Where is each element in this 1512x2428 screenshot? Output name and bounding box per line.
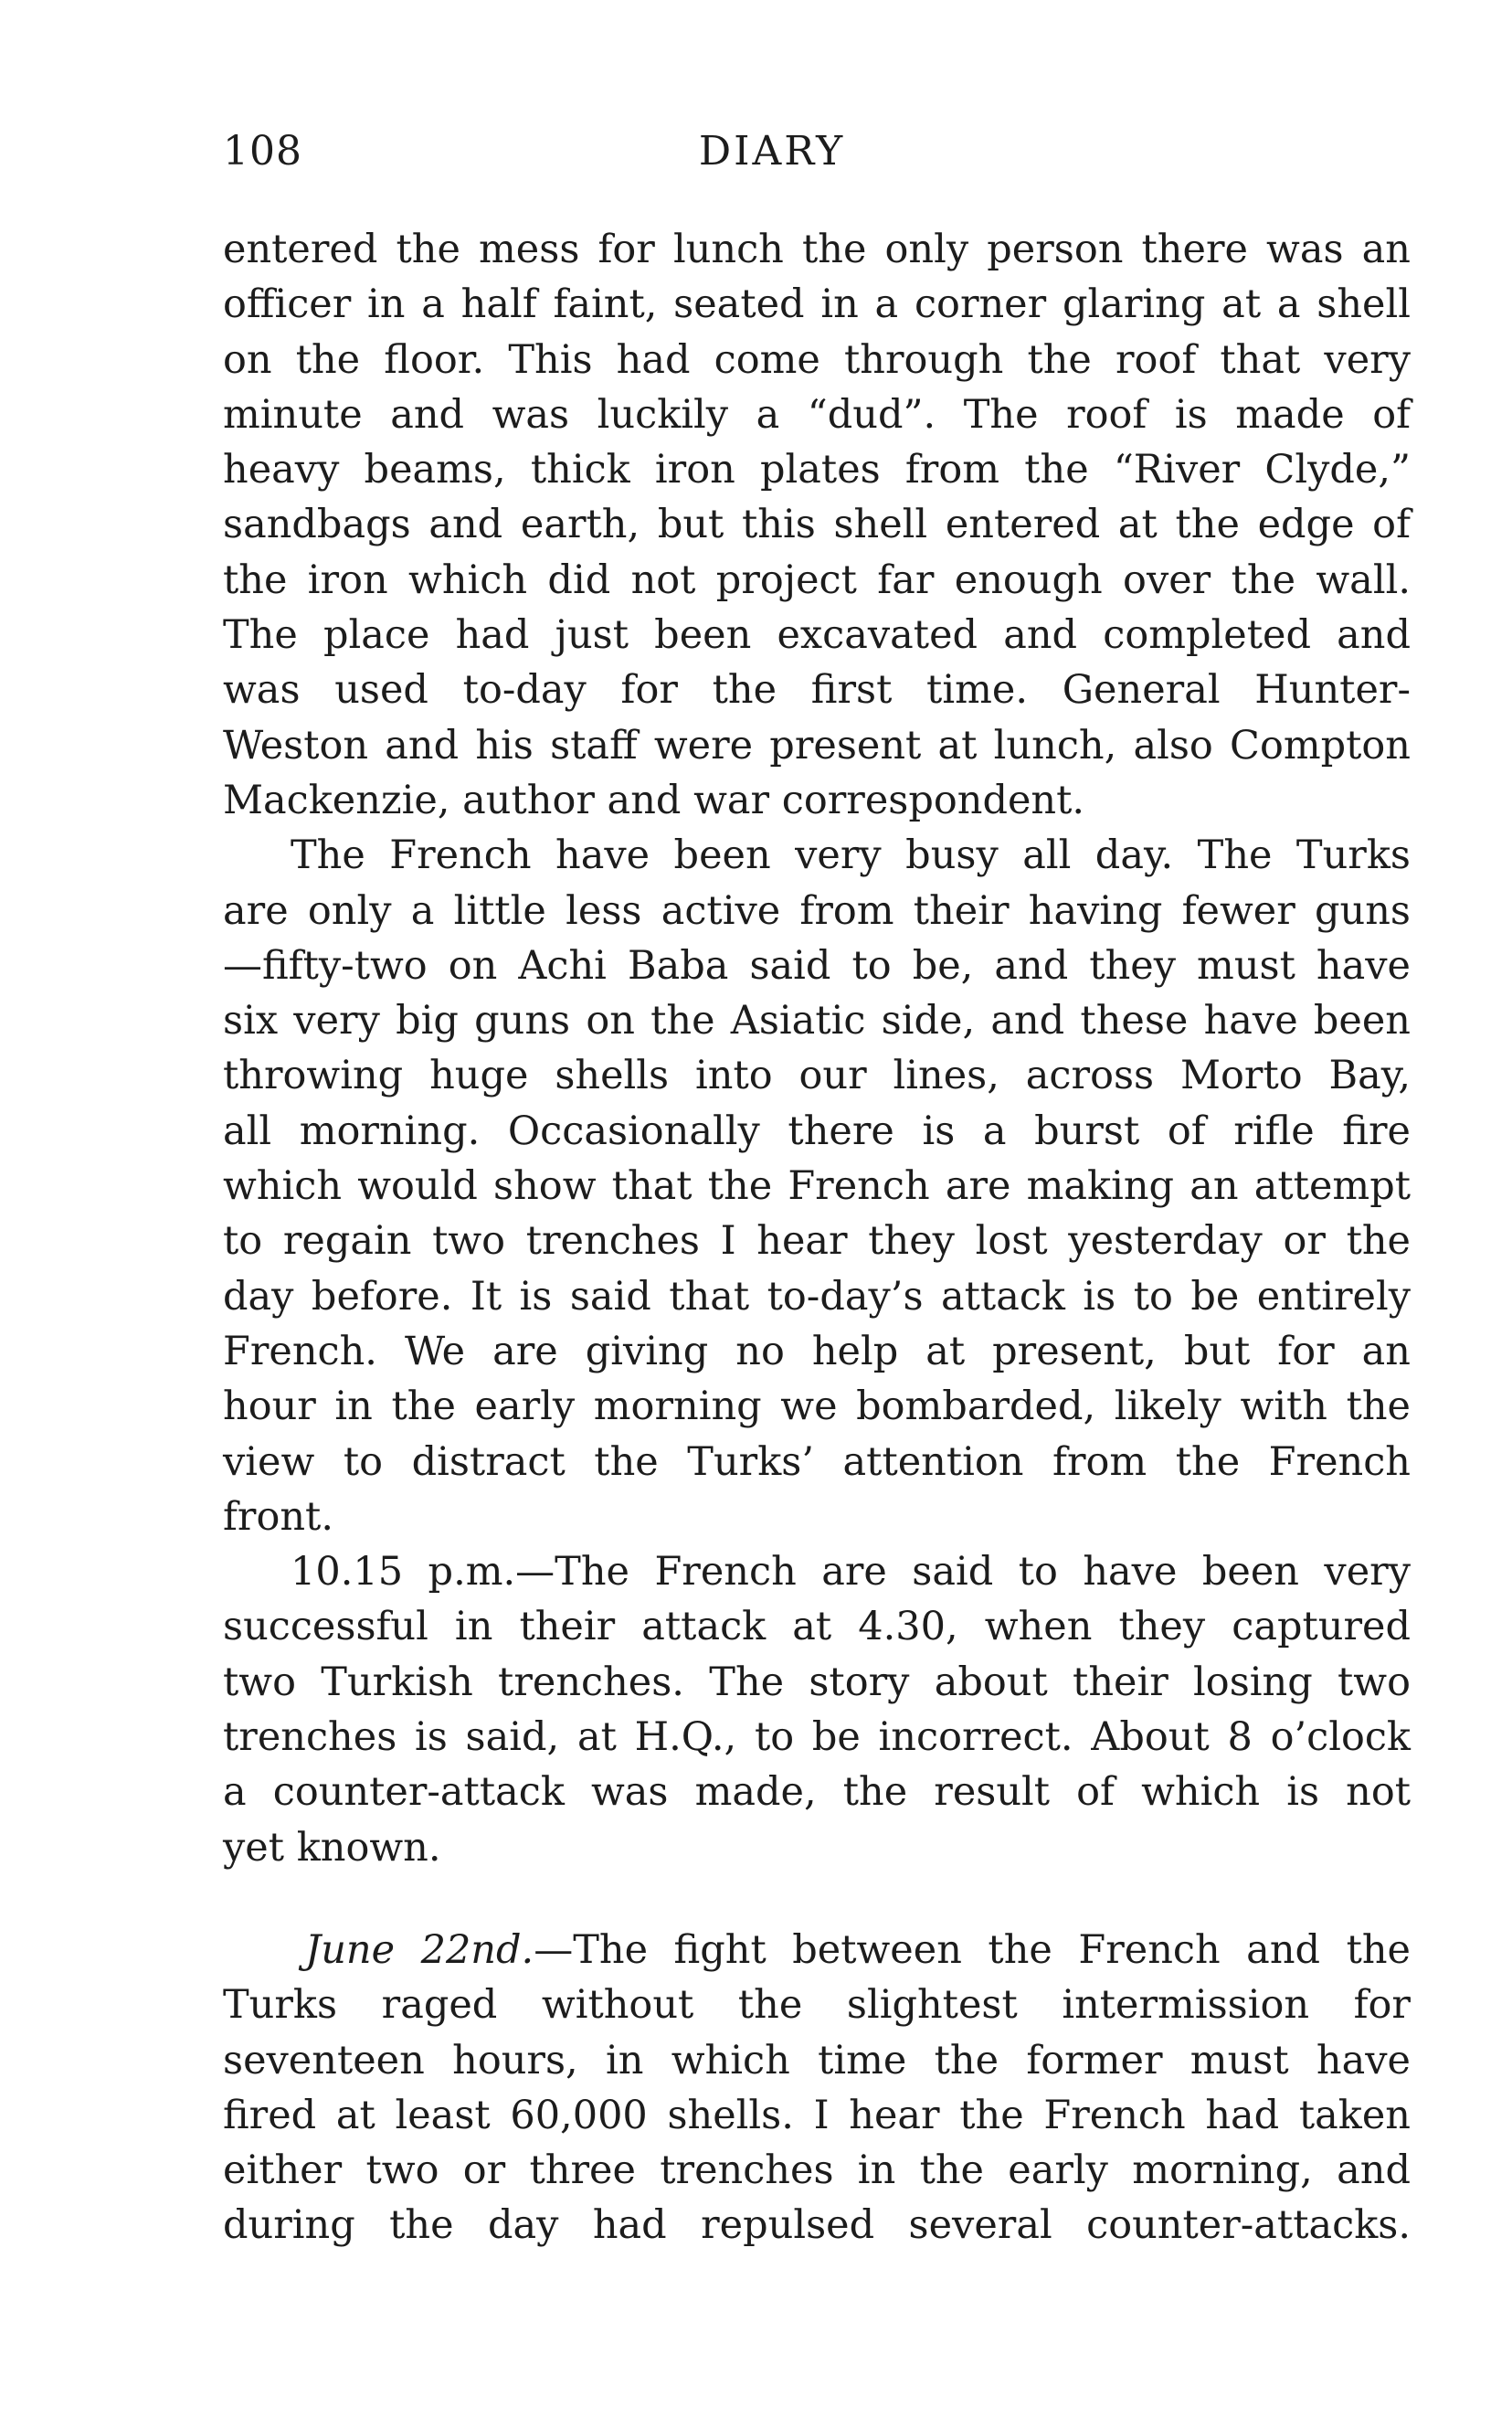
text-line: are only a little less active from their having fewer guns	[223, 887, 1411, 934]
text-line: officer in a half faint, seated in a corner glaring at a shell	[223, 281, 1411, 328]
text-line: French. We are giving no help at present, but for an	[223, 1328, 1411, 1374]
text-line: the iron which did not project far enough over the wall.	[223, 557, 1411, 603]
text-line: 10.15 p.m.—The French are said to have been very	[291, 1549, 1411, 1596]
text-line: which would show that the French are making an attempt	[223, 1163, 1411, 1210]
text-line: heavy beams, thick iron plates from the “River Clyde,”	[223, 447, 1411, 493]
text-line: a counter-attack was made, the result of which is not	[223, 1769, 1411, 1816]
text-line: fired at least 60,000 shells. I hear the French had taken	[223, 2092, 1411, 2138]
text-line: six very big guns on the Asiatic side, and these have been	[223, 998, 1411, 1044]
dated-entry-line	[223, 1923, 1411, 1977]
text-line: Weston and his staff were present at lunch, also Compton	[223, 722, 1411, 769]
text-line: trenches is said, at H.Q., to be incorrect. About 8 o’clock	[223, 1714, 1411, 1761]
text-line: seventeen hours, in which time the former must have	[223, 2037, 1411, 2083]
text-line: day before. It is said that to-day’s attack is to be entirely	[223, 1273, 1411, 1320]
text-line: successful in their attack at 4.30, when they captured	[223, 1604, 1411, 1650]
text-line: The place had just been excavated and completed and	[223, 612, 1411, 659]
text-line: yet known.	[223, 1824, 441, 1871]
text-line: to regain two trenches I hear they lost yesterday or the	[223, 1218, 1411, 1265]
paragraph-4	[223, 1923, 1411, 2253]
text-line: Turks raged without the slightest intermission for	[223, 1982, 1411, 2029]
text-line: two Turkish trenches. The story about their losing two	[223, 1659, 1411, 1705]
text-line: either two or three trenches in the early morning, and	[223, 2147, 1411, 2194]
text-line: hour in the early morning we bombarded, likely with the	[223, 1384, 1411, 1430]
paragraph-2	[223, 828, 1411, 1544]
body-text	[223, 222, 1411, 2253]
text-line: minute and was luckily a “dud”. The roof is made of	[223, 391, 1411, 438]
entry-first-line: —The fight between the French and the	[534, 1926, 1411, 1973]
paragraph-1	[223, 222, 1411, 828]
text-line: all morning. Occasionally there is a burst of rifle fire	[223, 1108, 1411, 1154]
text-line: entered the mess for lunch the only person there was an	[223, 227, 1411, 272]
entry-date: June 22nd.	[305, 1926, 534, 1973]
text-line: The French have been very busy all day. The Turks	[291, 832, 1411, 879]
text-line: —fifty-two on Achi Baba said to be, and they must have	[223, 942, 1411, 989]
text-line: front.	[223, 1493, 334, 1540]
text-line: view to distract the Turks’ attention from the French	[223, 1438, 1411, 1485]
section-gap	[223, 1875, 1411, 1923]
paragraph-3	[223, 1544, 1411, 1875]
page-number: 108	[223, 128, 302, 175]
text-line: during the day had repulsed several counter-attacks.	[223, 2202, 1411, 2249]
text-line: was used to-day for the first time. General Hunter-	[223, 667, 1411, 714]
text-line: throwing huge shells into our lines, across Morto Bay,	[223, 1053, 1411, 1099]
text-line: sandbags and earth, but this shell entered at the edge of	[223, 502, 1411, 548]
running-head: DIARY	[698, 128, 846, 175]
text-line: Mackenzie, author and war correspondent.	[223, 777, 1085, 823]
text-line: on the floor. This had come through the roof that very	[223, 336, 1411, 383]
